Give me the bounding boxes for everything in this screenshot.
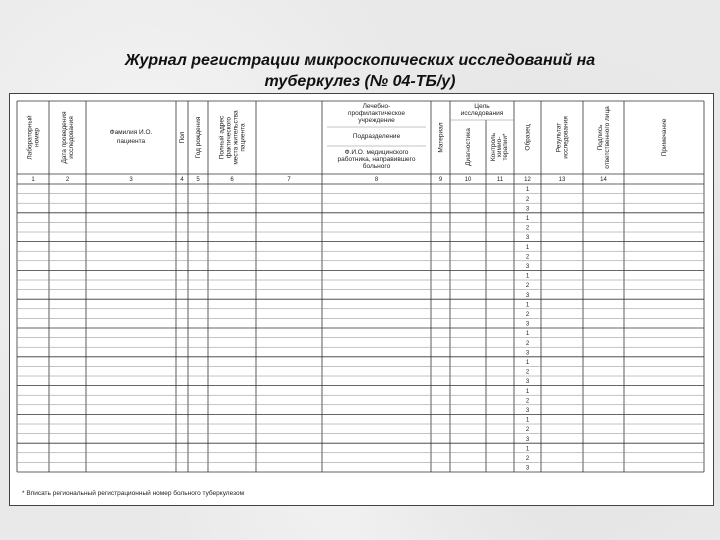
header-lab-number: Лабораторный (26, 115, 34, 160)
header-therapy-control: терапии* (502, 133, 509, 161)
sample-number: 3 (525, 235, 530, 242)
sample-number: 2 (525, 427, 530, 434)
header-institution: профилактическое (347, 110, 406, 117)
sample-number: 1 (525, 446, 530, 453)
header-institution: учреждение (358, 117, 395, 124)
sample-number: 1 (525, 360, 530, 366)
column-number: 7 (287, 177, 291, 183)
page-title (0, 50, 720, 92)
sample-number: 3 (525, 292, 530, 299)
sample-number: 1 (525, 388, 530, 395)
column-number: 3 (129, 177, 133, 183)
column-number: 13 (558, 177, 566, 183)
sample-number: 2 (525, 196, 530, 203)
header-diagnostics: Диагностика (465, 128, 472, 166)
sample-number: 1 (525, 244, 530, 251)
header-material: Материал (437, 122, 445, 153)
header-lab-number: номер (33, 128, 41, 147)
sample-number: 2 (525, 340, 530, 347)
header-address: Полный адрес (218, 115, 226, 160)
journal-form (9, 93, 714, 506)
header-patient-name: пациента (116, 138, 146, 145)
header-therapy-control: химио- (496, 136, 503, 158)
sample-number: 1 (525, 417, 530, 424)
header-institution: Лечебно- (362, 103, 391, 110)
journal-table (10, 94, 713, 505)
header-department: Подразделение (352, 133, 401, 140)
header-goal: Цель (474, 103, 490, 110)
header-labels (26, 102, 669, 170)
footnote: * Вписать региональный регистрационный номер больного туберкулезом (22, 490, 245, 497)
header-address: фактического (225, 116, 233, 159)
sample-number: 2 (525, 456, 530, 462)
column-number: 14 (600, 177, 607, 183)
header-referring-doctor: работника, направившего (337, 156, 416, 163)
header-sample: Образец (524, 124, 532, 151)
header-result: Результат (555, 122, 563, 153)
column-number: 1 (31, 177, 35, 183)
sample-number: 3 (525, 264, 530, 270)
title-line-1: Журнал регистрации микроскопических исследований на (124, 52, 596, 69)
header-exam-date: Дата проведения (61, 111, 68, 164)
sample-number: 2 (525, 254, 530, 261)
header-sex: Пол (179, 131, 186, 144)
sample-number: 1 (525, 273, 530, 280)
column-number: 5 (196, 177, 200, 183)
header-result: исследования (562, 116, 570, 159)
sample-number: 3 (525, 408, 530, 414)
column-number: 2 (65, 177, 70, 183)
column-number: 9 (438, 177, 443, 183)
sample-number: 2 (525, 225, 530, 232)
header-birth-year: Год рождения (195, 116, 202, 159)
sample-number: 3 (525, 465, 530, 472)
sample-number: 1 (525, 302, 530, 309)
header-therapy-control: Контроль (490, 132, 497, 162)
sample-number: 2 (525, 369, 530, 376)
header-signature: Подпись (597, 124, 604, 151)
sample-numbers (526, 187, 530, 471)
header-referring-doctor: больного (362, 163, 391, 170)
title-line-2: туберкулез (№ 04-ТБ/у) (264, 73, 456, 90)
sample-number: 3 (525, 379, 530, 386)
header-address: места жительства (232, 110, 240, 165)
sample-number: 3 (525, 436, 530, 443)
column-number: 6 (230, 177, 234, 183)
sample-number: 2 (525, 398, 530, 405)
header-goal: исследования (460, 110, 504, 117)
header-address: пациента (239, 123, 247, 152)
sample-number: 1 (525, 331, 530, 338)
header-exam-date: исследования (68, 116, 75, 159)
column-number: 4 (180, 177, 184, 183)
header-referring-doctor: Ф.И.О. медицинского (344, 149, 409, 156)
sample-number: 2 (525, 312, 530, 318)
column-number: 11 (496, 177, 504, 183)
column-number: 10 (464, 177, 472, 183)
sample-number: 3 (525, 206, 530, 213)
header-signature: ответственного лица (604, 106, 611, 169)
column-numbers (31, 177, 607, 183)
column-number: 8 (374, 177, 379, 183)
sample-number: 3 (525, 350, 530, 357)
header-notes: Примечание (661, 118, 668, 157)
sample-number: 1 (525, 187, 530, 194)
header-patient-name: Фамилия И.О. (109, 129, 153, 136)
sample-number: 2 (525, 283, 530, 290)
sample-number: 3 (525, 321, 530, 328)
sample-number: 1 (525, 216, 530, 222)
column-number: 12 (524, 177, 531, 183)
